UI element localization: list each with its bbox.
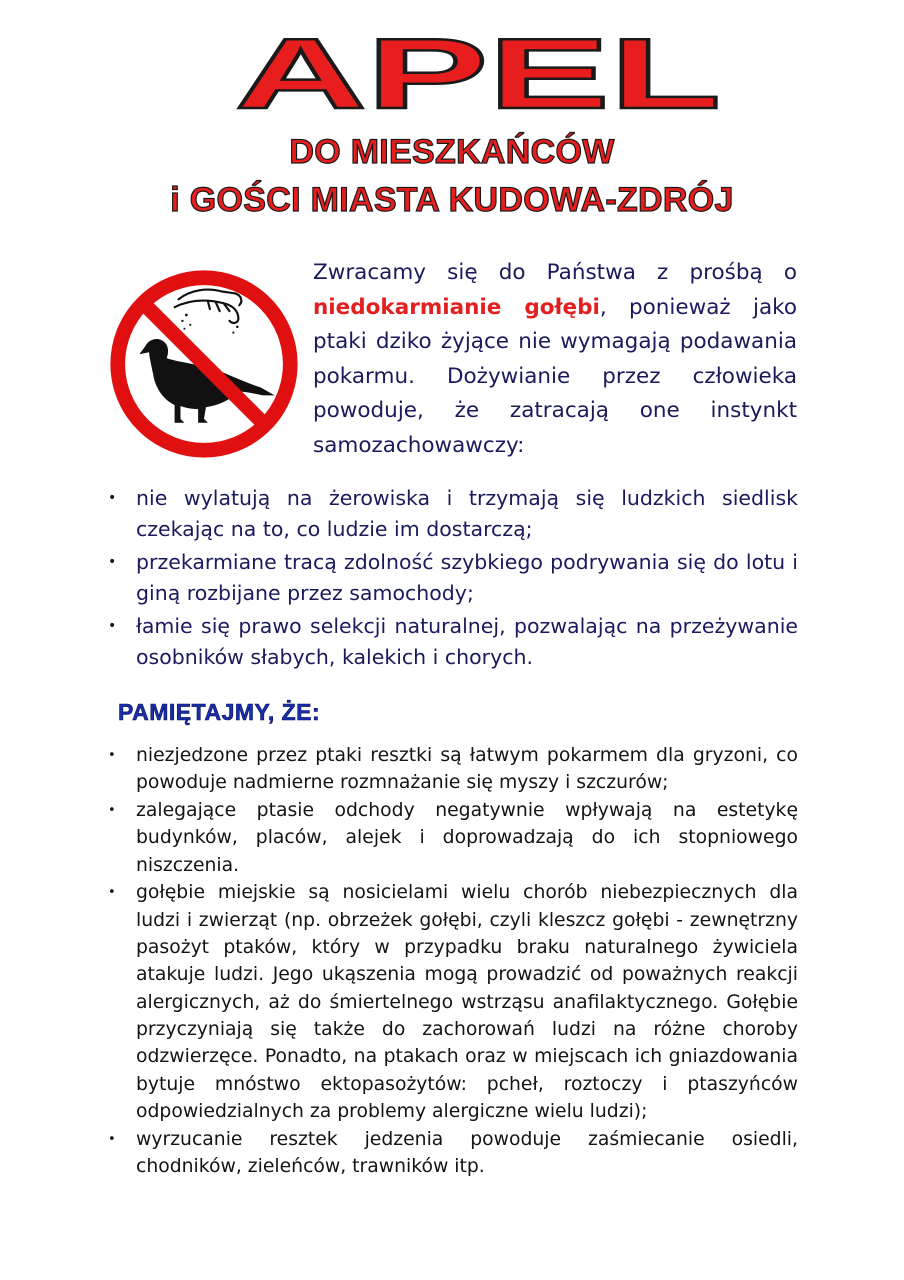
subtitle-line-1: DO MIESZKAŃCÓW (289, 133, 615, 171)
list-item-text: przekarmiane tracą zdolność szybkiego podrywania się do lotu i giną rozbijane przez samochody; (136, 550, 798, 605)
list-item-text: nie wylatują na żerowiska i trzymają się ludzkich siedlisk czekając na to, co ludzie im dostarczą; (136, 486, 798, 541)
intro-paragraph (313, 256, 797, 463)
poster-title-text: APEL (235, 30, 721, 112)
remember-heading: PAMIĘTAJMY, ŻE: (118, 699, 321, 725)
consequences-list (108, 483, 798, 675)
bullet-icon: • (108, 885, 116, 901)
list-item-text: wyrzucanie resztek jedzenia powoduje zaśmiecanie osiedli, chodników, zieleńców, trawników itp. (136, 1128, 798, 1177)
list-item-text: łamie się prawo selekcji naturalnej, pozwalając na przeżywanie osobników słabych, kalekich i chorych. (136, 614, 798, 669)
remember-list (108, 742, 798, 1181)
list-item (108, 879, 798, 1125)
bullet-icon: • (108, 490, 117, 506)
list-item-text: niezjedzone przez ptaki resztki są łatwym pokarmem dla gryzoni, co powoduje nadmierne rozmnażanie się myszy i szczurów; (136, 745, 798, 794)
list-item (108, 797, 798, 879)
list-item (108, 547, 798, 609)
list-item (108, 1126, 798, 1181)
list-item-text: gołębie miejskie są nosicielami wielu chorób niebezpiecznych dla ludzi i zwierząt (np. obrzeżek gołębi, czyli kleszcz gołębi - zewnętrzny pasożyt ptaków, który w przypadku braku naturalnego żywiciela atakuje ludzi. Jego ukąszenia mogą prowadzić od poważnych reakcji alergicznych, aż do śmiertelnego wstrząsu anafilaktycznego. Gołębie przyczyniają się także do zachorowań ludzi na różne choroby odzwierzęce. Ponadto, na ptakach oraz w miejscach ich gniazdowania bytuje mnóstwo ektopasożytów: pcheł, roztoczy i ptaszyńców odpowiedzialnych za problemy alergiczne wielu ludzi); (136, 882, 798, 1122)
intro-text-start: Zwracamy się do Państwa z prośbą o (313, 260, 797, 285)
bullet-icon: • (108, 748, 116, 763)
subtitle-line-2: i GOŚCI MIASTA KUDOWA-ZDRÓJ (170, 181, 734, 219)
bullet-icon: • (108, 1131, 116, 1147)
no-feeding-pigeons-icon (106, 266, 302, 462)
intro-text-end: , ponieważ jako ptaki dziko żyjące nie wymagają podawania pokarmu. Dożywianie przez człowieka powoduje, że zatracają one instynkt samozachowawczy: (313, 294, 797, 458)
bullet-icon: • (108, 554, 117, 570)
bullet-icon: • (108, 803, 116, 819)
poster-title (0, 30, 904, 112)
list-item (108, 742, 798, 797)
list-item (108, 483, 798, 545)
bullet-icon: • (108, 618, 117, 634)
list-item (108, 611, 798, 673)
intro-highlight: niedokarmianie gołębi (313, 294, 600, 320)
list-item-text: zalegające ptasie odchody negatywnie wpływają na estetykę budynków, placów, alejek i doprowadzają do ich stopniowego niszczenia. (136, 800, 798, 876)
